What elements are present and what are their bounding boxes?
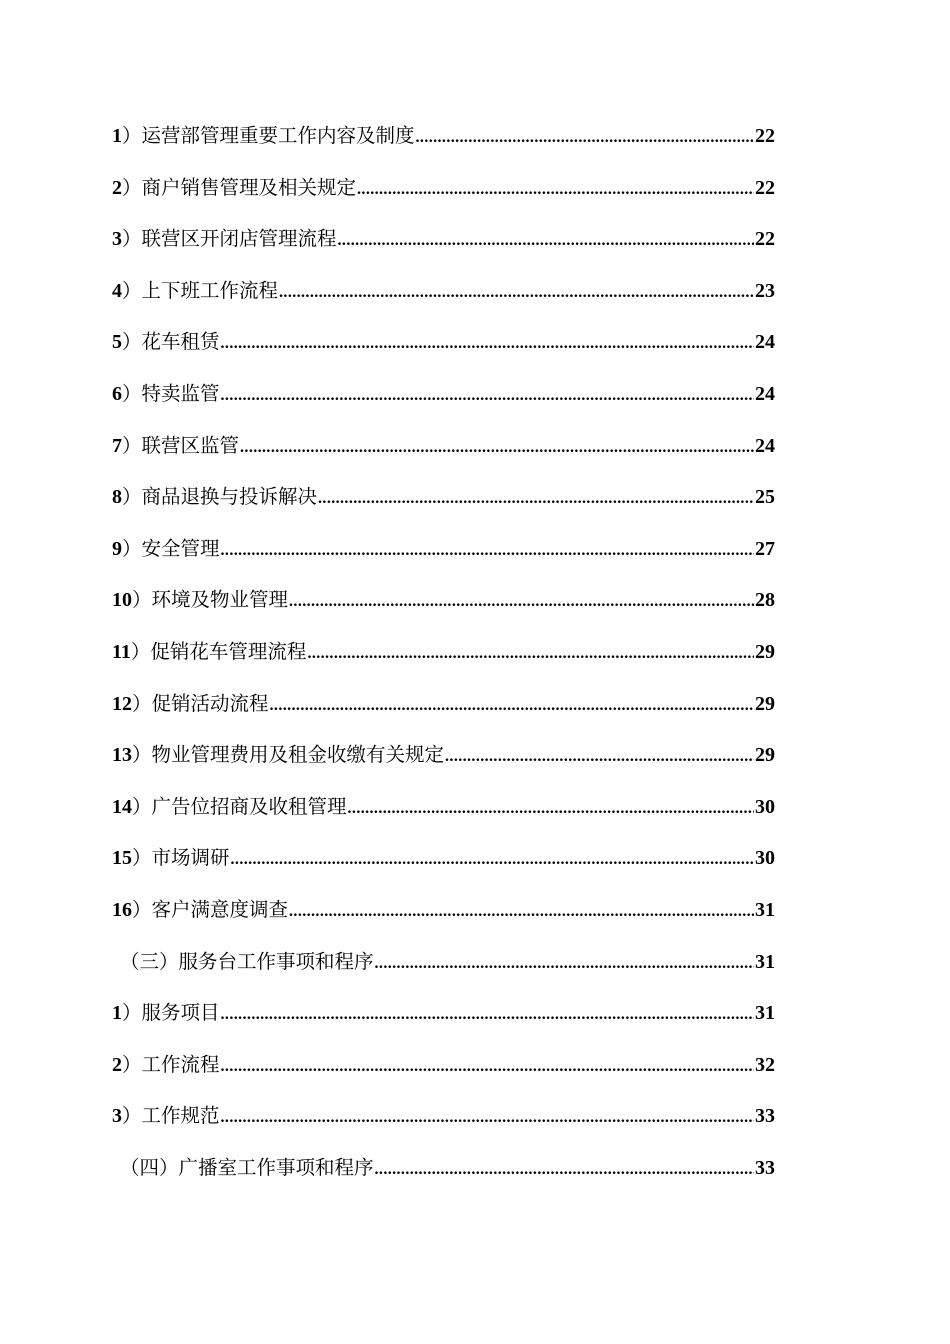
toc-entry-title: 物业管理费用及租金收缴有关规定 [151, 743, 445, 767]
toc-entry[interactable] [112, 224, 775, 276]
toc-entry-number: 3 [112, 228, 122, 251]
toc-entry-page: 29 [755, 692, 775, 715]
toc-dot-leader [221, 1103, 754, 1133]
toc-entry[interactable] [112, 1101, 775, 1153]
table-of-contents [112, 121, 775, 1204]
toc-entry[interactable] [112, 792, 775, 844]
toc-entry-page: 22 [755, 228, 775, 251]
toc-entry-page: 33 [755, 1156, 775, 1179]
toc-section-title: （三）服务台工作事项和程序 [120, 949, 374, 973]
toc-entry-title: 联营区监管 [141, 433, 240, 457]
toc-entry-number: 6 [112, 382, 122, 405]
toc-entry-number: 10 [112, 589, 132, 612]
toc-entry-number: 16 [112, 898, 132, 921]
toc-entry-title: 工作流程 [141, 1052, 220, 1076]
toc-dot-leader [221, 1000, 754, 1030]
toc-entry-title: 花车租赁 [141, 330, 220, 354]
toc-entry[interactable] [112, 121, 775, 173]
toc-entry[interactable] [112, 327, 775, 379]
toc-dot-leader [231, 845, 754, 875]
toc-entry[interactable] [112, 585, 775, 637]
toc-entry-title: 商户销售管理及相关规定 [141, 175, 357, 199]
toc-entry-page: 25 [755, 486, 775, 509]
toc-entry-title: 联营区开闭店管理流程 [141, 227, 337, 251]
toc-entry-number: 11 [112, 640, 131, 663]
toc-entry-paren: ） [132, 743, 152, 767]
toc-entry-page: 30 [755, 847, 775, 870]
toc-entry-title: 环境及物业管理 [151, 588, 289, 612]
toc-dot-leader [221, 536, 754, 566]
toc-entry-paren: ） [132, 588, 152, 612]
toc-entry-page: 24 [755, 434, 775, 457]
toc-entry-page: 32 [755, 1053, 775, 1076]
toc-dot-leader [289, 587, 754, 617]
toc-dot-leader [318, 484, 754, 514]
toc-entry-paren: ） [122, 1052, 142, 1076]
toc-dot-leader [348, 794, 754, 824]
toc-entry-paren: ） [122, 175, 142, 199]
toc-section-entry[interactable] [112, 947, 775, 999]
toc-dot-leader [289, 897, 754, 927]
toc-dot-leader [338, 226, 754, 256]
toc-entry-number: 9 [112, 537, 122, 560]
toc-entry-number: 2 [112, 176, 122, 199]
toc-entry-title: 商品退换与投诉解决 [141, 485, 318, 509]
toc-entry-title: 运营部管理重要工作内容及制度 [141, 124, 415, 147]
toc-entry[interactable] [112, 431, 775, 483]
toc-entry-number: 8 [112, 486, 122, 509]
toc-entry-title: 工作规范 [141, 1104, 220, 1128]
toc-entry-page: 22 [755, 125, 775, 147]
toc-entry-title: 促销活动流程 [151, 691, 269, 715]
toc-entry-paren: ） [122, 381, 142, 405]
toc-entry-title: 市场调研 [151, 846, 230, 870]
toc-entry-title: 促销花车管理流程 [150, 639, 307, 663]
toc-entry[interactable] [112, 895, 775, 947]
toc-dot-leader [357, 175, 754, 205]
toc-entry[interactable] [112, 689, 775, 741]
toc-entry-title: 客户满意度调查 [151, 897, 289, 921]
toc-entry-page: 31 [755, 1002, 775, 1025]
toc-entry-number: 5 [112, 331, 122, 354]
toc-entry-page: 27 [755, 537, 775, 560]
toc-dot-leader [221, 381, 754, 411]
toc-entry[interactable] [112, 534, 775, 586]
toc-entry-paren: ） [132, 897, 152, 921]
toc-dot-leader [375, 1155, 754, 1185]
toc-dot-leader [240, 433, 754, 463]
toc-entry[interactable] [112, 379, 775, 431]
toc-dot-leader [221, 1052, 754, 1082]
toc-entry-page: 31 [755, 950, 775, 973]
toc-dot-leader [279, 278, 754, 308]
toc-entry-page: 29 [755, 744, 775, 767]
toc-entry[interactable] [112, 482, 775, 534]
toc-entry-paren: ） [122, 536, 142, 560]
toc-entry-number: 12 [112, 692, 132, 715]
toc-entry-paren: ） [122, 124, 142, 147]
toc-entry-number: 3 [112, 1105, 122, 1128]
toc-entry-paren: ） [122, 1001, 142, 1025]
toc-entry[interactable] [112, 843, 775, 895]
toc-entry-title: 安全管理 [141, 536, 220, 560]
toc-entry-page: 24 [755, 382, 775, 405]
toc-dot-leader [307, 639, 754, 669]
toc-entry-page: 33 [755, 1105, 775, 1128]
toc-entry[interactable] [112, 740, 775, 792]
toc-dot-leader [270, 691, 754, 721]
toc-dot-leader [445, 742, 754, 772]
toc-entry-page: 24 [755, 331, 775, 354]
toc-entry[interactable] [112, 276, 775, 328]
toc-dot-leader [375, 949, 754, 979]
toc-entry-paren: ） [132, 691, 152, 715]
toc-entry-paren: ） [122, 433, 142, 457]
toc-entry-paren: ） [122, 227, 142, 251]
toc-dot-leader [416, 123, 754, 153]
toc-entry-page: 23 [755, 279, 775, 302]
toc-entry-number: 14 [112, 795, 132, 818]
toc-entry[interactable] [112, 173, 775, 225]
toc-dot-leader [221, 329, 754, 359]
toc-entry-title: 上下班工作流程 [141, 278, 279, 302]
toc-entry-paren: ） [132, 794, 152, 818]
toc-entry-number: 2 [112, 1053, 122, 1076]
toc-entry-number: 7 [112, 434, 122, 457]
toc-entry-number: 15 [112, 847, 132, 870]
toc-entry-paren: ） [122, 330, 142, 354]
toc-entry-title: 特卖监管 [141, 381, 220, 405]
toc-entry-number: 4 [112, 279, 122, 302]
toc-entry-page: 30 [755, 795, 775, 818]
toc-entry-page: 22 [755, 176, 775, 199]
toc-entry-paren: ） [122, 1104, 142, 1128]
toc-entry-number: 1 [112, 125, 122, 147]
toc-entry[interactable] [112, 637, 775, 689]
toc-section-title: （四）广播室工作事项和程序 [120, 1155, 374, 1179]
toc-entry-page: 31 [755, 898, 775, 921]
toc-entry-paren: ） [122, 278, 142, 302]
toc-entry-title: 服务项目 [141, 1001, 220, 1025]
toc-entry-page: 29 [755, 640, 775, 663]
toc-section-entry[interactable] [112, 1153, 775, 1205]
toc-entry-paren: ） [122, 485, 142, 509]
toc-entry-number: 13 [112, 744, 132, 767]
toc-entry-page: 28 [755, 589, 775, 612]
toc-entry-paren: ） [130, 639, 151, 663]
toc-entry[interactable] [112, 1050, 775, 1102]
toc-entry[interactable] [112, 998, 775, 1050]
toc-entry-paren: ） [132, 846, 152, 870]
toc-entry-number: 1 [112, 1002, 122, 1025]
toc-entry-title: 广告位招商及收租管理 [151, 794, 347, 818]
